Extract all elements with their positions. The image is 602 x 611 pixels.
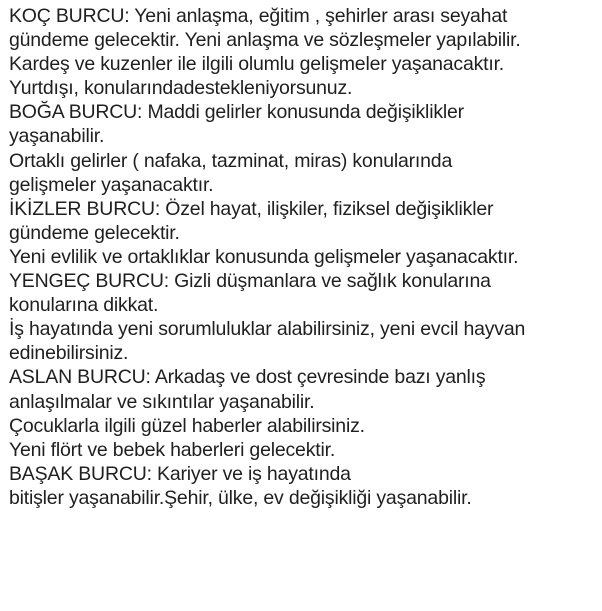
text-line-8: gelişmeler yaşanacaktır. bbox=[9, 173, 214, 196]
text-line-3: Kardeş ve kuzenler ile ilgili olumlu gelişmeler yaşanacaktır. bbox=[9, 53, 505, 76]
text-line-11: Yeni evlilik ve ortaklıklar konusunda gelişmeler yaşanacaktır. bbox=[9, 245, 519, 268]
text-line-18: Çocuklarla ilgili güzel haberler alabilirsiniz. bbox=[9, 414, 365, 437]
text-line-9: İKİZLER BURCU: Özel hayat, ilişkiler, fiziksel değişiklikler bbox=[9, 197, 494, 220]
text-line-19: Yeni flört ve bebek haberleri gelecektir. bbox=[9, 438, 336, 461]
text-line-15: edinebilirsiniz. bbox=[9, 342, 129, 365]
text-line-6: yaşanabilir. bbox=[9, 125, 105, 148]
text-line-21: bitişler yaşanabilir.Şehir, ülke, ev değişikliği yaşanabilir. bbox=[9, 486, 472, 509]
text-line-12: YENGEÇ BURCU: Gizli düşmanlara ve sağlık konularına bbox=[9, 270, 491, 293]
text-line-17: anlaşılmalar ve sıkıntılar yaşanabilir. bbox=[9, 390, 315, 413]
text-line-7: Ortaklı gelirler ( nafaka, tazminat, miras) konularında bbox=[9, 149, 453, 172]
text-line-4: Yurtdışı, konularındadestekleniyorsunuz. bbox=[9, 77, 353, 100]
text-line-10: gündeme gelecektir. bbox=[9, 221, 180, 244]
text-line-20: BAŞAK BURCU: Kariyer ve iş hayatında bbox=[9, 462, 351, 485]
text-line-1: KOÇ BURCU: Yeni anlaşma, eğitim , şehirler arası seyahat bbox=[9, 5, 508, 27]
text-line-2: gündeme gelecektir. Yeni anlaşma ve sözleşmeler yapılabilir. bbox=[9, 29, 521, 52]
text-line-16: ASLAN BURCU: Arkadaş ve dost çevresinde bazı yanlış bbox=[9, 366, 486, 389]
text-line-5: BOĞA BURCU: Maddi gelirler konusunda değişiklikler bbox=[9, 101, 464, 124]
text-line-14: İş hayatında yeni sorumluluklar alabilirsiniz, yeni evcil hayvan bbox=[9, 318, 526, 341]
text-line-13: konularına dikkat. bbox=[9, 294, 159, 317]
